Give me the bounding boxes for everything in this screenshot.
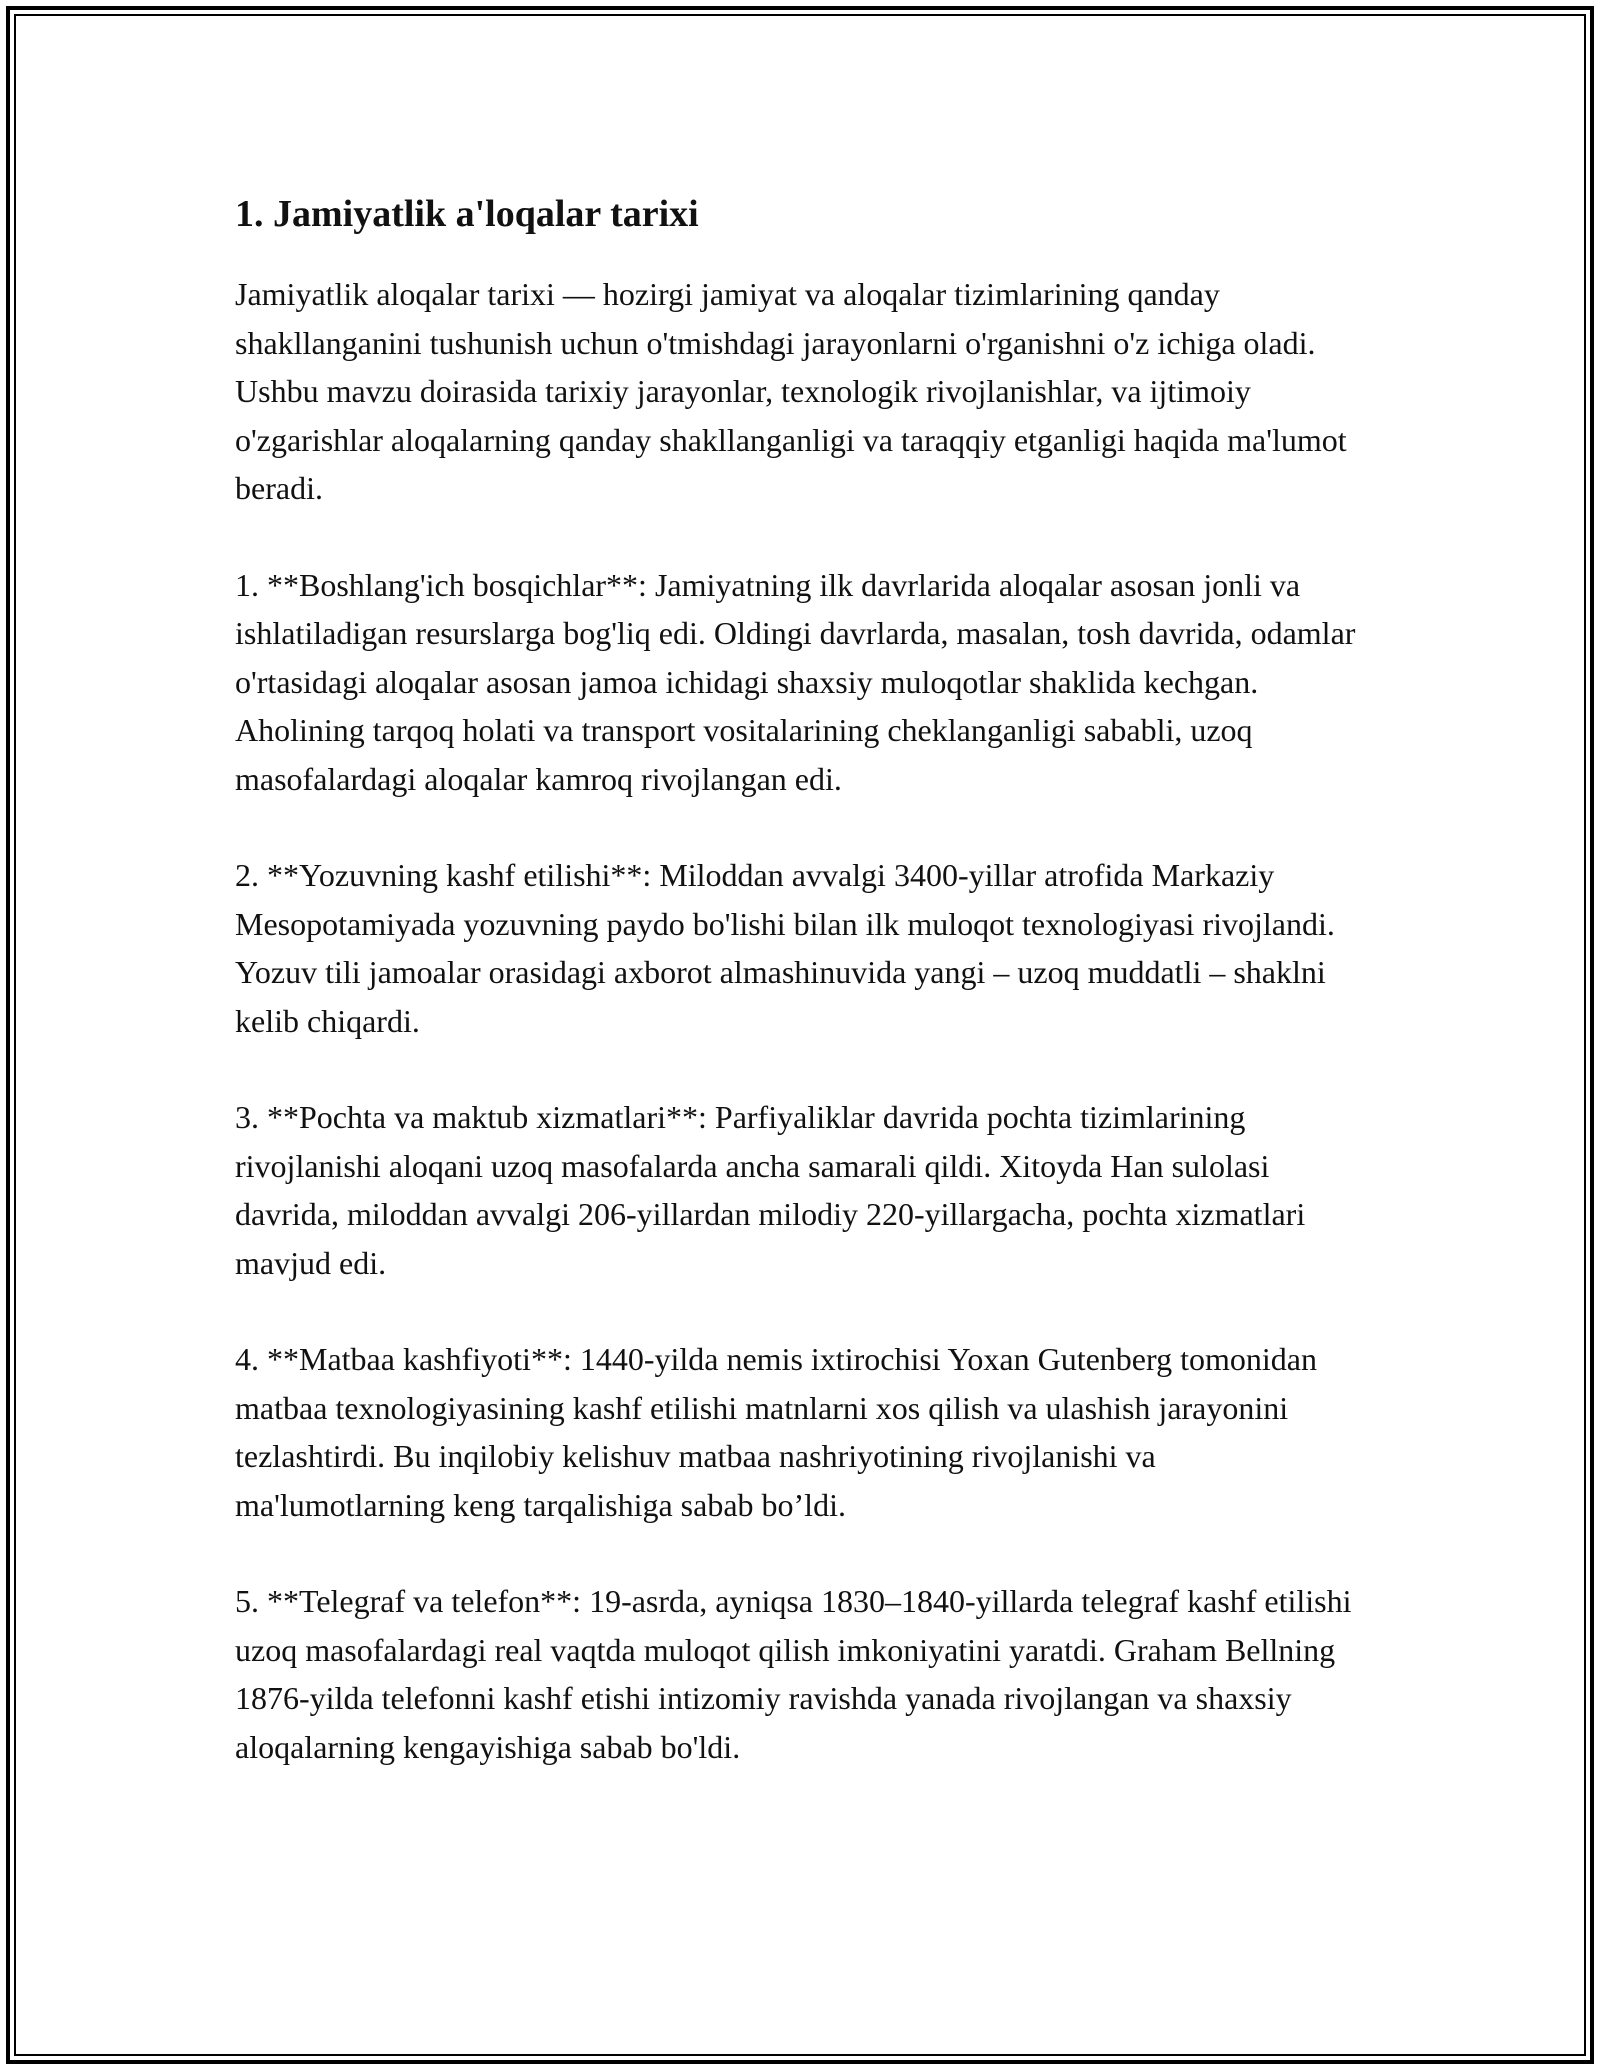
intro-paragraph: Jamiyatlik aloqalar tarixi — hozirgi jamiyat va aloqalar tizimlarining qanday shakllanganini tushunish uchun o'tmishdagi jarayonlarni o'rganishni o'z ichiga oladi. Ushbu mavzu doirasida tarixiy jarayonlar, texnologik rivojlanishlar, va ijtimoiy o'zgarishlar aloqalarning qanday shakllanganligi va taraqqiy etganligi haqida ma'lumot beradi. (235, 276, 1347, 506)
paragraph-postal-services: 3. **Pochta va maktub xizmatlari**: Parfiyaliklar davrida pochta tizimlarining rivojlanishi aloqani uzoq masofalarda ancha samarali qildi. Xitoyda Han sulolasi davrida, miloddan avvalgi 206-yillardan milodiy 220-yillargacha, pochta xizmatlari mavjud edi. (235, 1099, 1306, 1281)
paragraph-writing: 2. **Yozuvning kashf etilishi**: Miloddan avvalgi 3400-yillar atrofida Markaziy Mesopotamiyada yozuvning paydo bo'lishi bilan ilk muloqot texnologiyasi rivojlandi. Yozuv tili jamoalar orasidagi axborot almashinuvida yangi – uzoq muddatli – shaklni kelib chiqardi. (235, 857, 1335, 1039)
document-body (235, 186, 1365, 1819)
paragraph-telegraph-telephone: 5. **Telegraf va telefon**: 19-asrda, ayniqsa 1830–1840-yillarda telegraf kashf etilishi uzoq masofalardagi real vaqtda muloqot qilish imkoniyatini yaratdi. Graham Bellning 1876-yilda telefonni kashf etishi intizomiy ravishda yanada rivojlangan va shaxsiy aloqalarning kengayishiga sabab bo'ldi. (235, 1583, 1352, 1765)
section-heading: 1. Jamiyatlik a'loqalar tarixi (235, 193, 699, 235)
paragraph-early-stages: 1. **Boshlang'ich bosqichlar**: Jamiyatning ilk davrlarida aloqalar asosan jonli va ishlatiladigan resurslarga bog'liq edi. Oldingi davrlarda, masalan, tosh davrida, odamlar o'rtasidagi aloqalar asosan jamoa ichidagi shaxsiy muloqotlar shaklida kechgan. Aholining tarqoq holati va transport vositalarining cheklanganligi sababli, uzoq masofalardagi aloqalar kamroq rivojlangan edi. (235, 566, 1356, 797)
paragraph-printing: 4. **Matbaa kashfiyoti**: 1440-yilda nemis ixtirochisi Yoxan Gutenberg tomonidan matbaa texnologiyasining kashf etilishi matnlarni xos qilish va ulashish jarayonini tezlashtirdi. Bu inqilobiy kelishuv matbaa nashriyotining rivojlanishi va ma'lumotlarning keng tarqalishiga sabab bo’ldi. (235, 1341, 1317, 1523)
